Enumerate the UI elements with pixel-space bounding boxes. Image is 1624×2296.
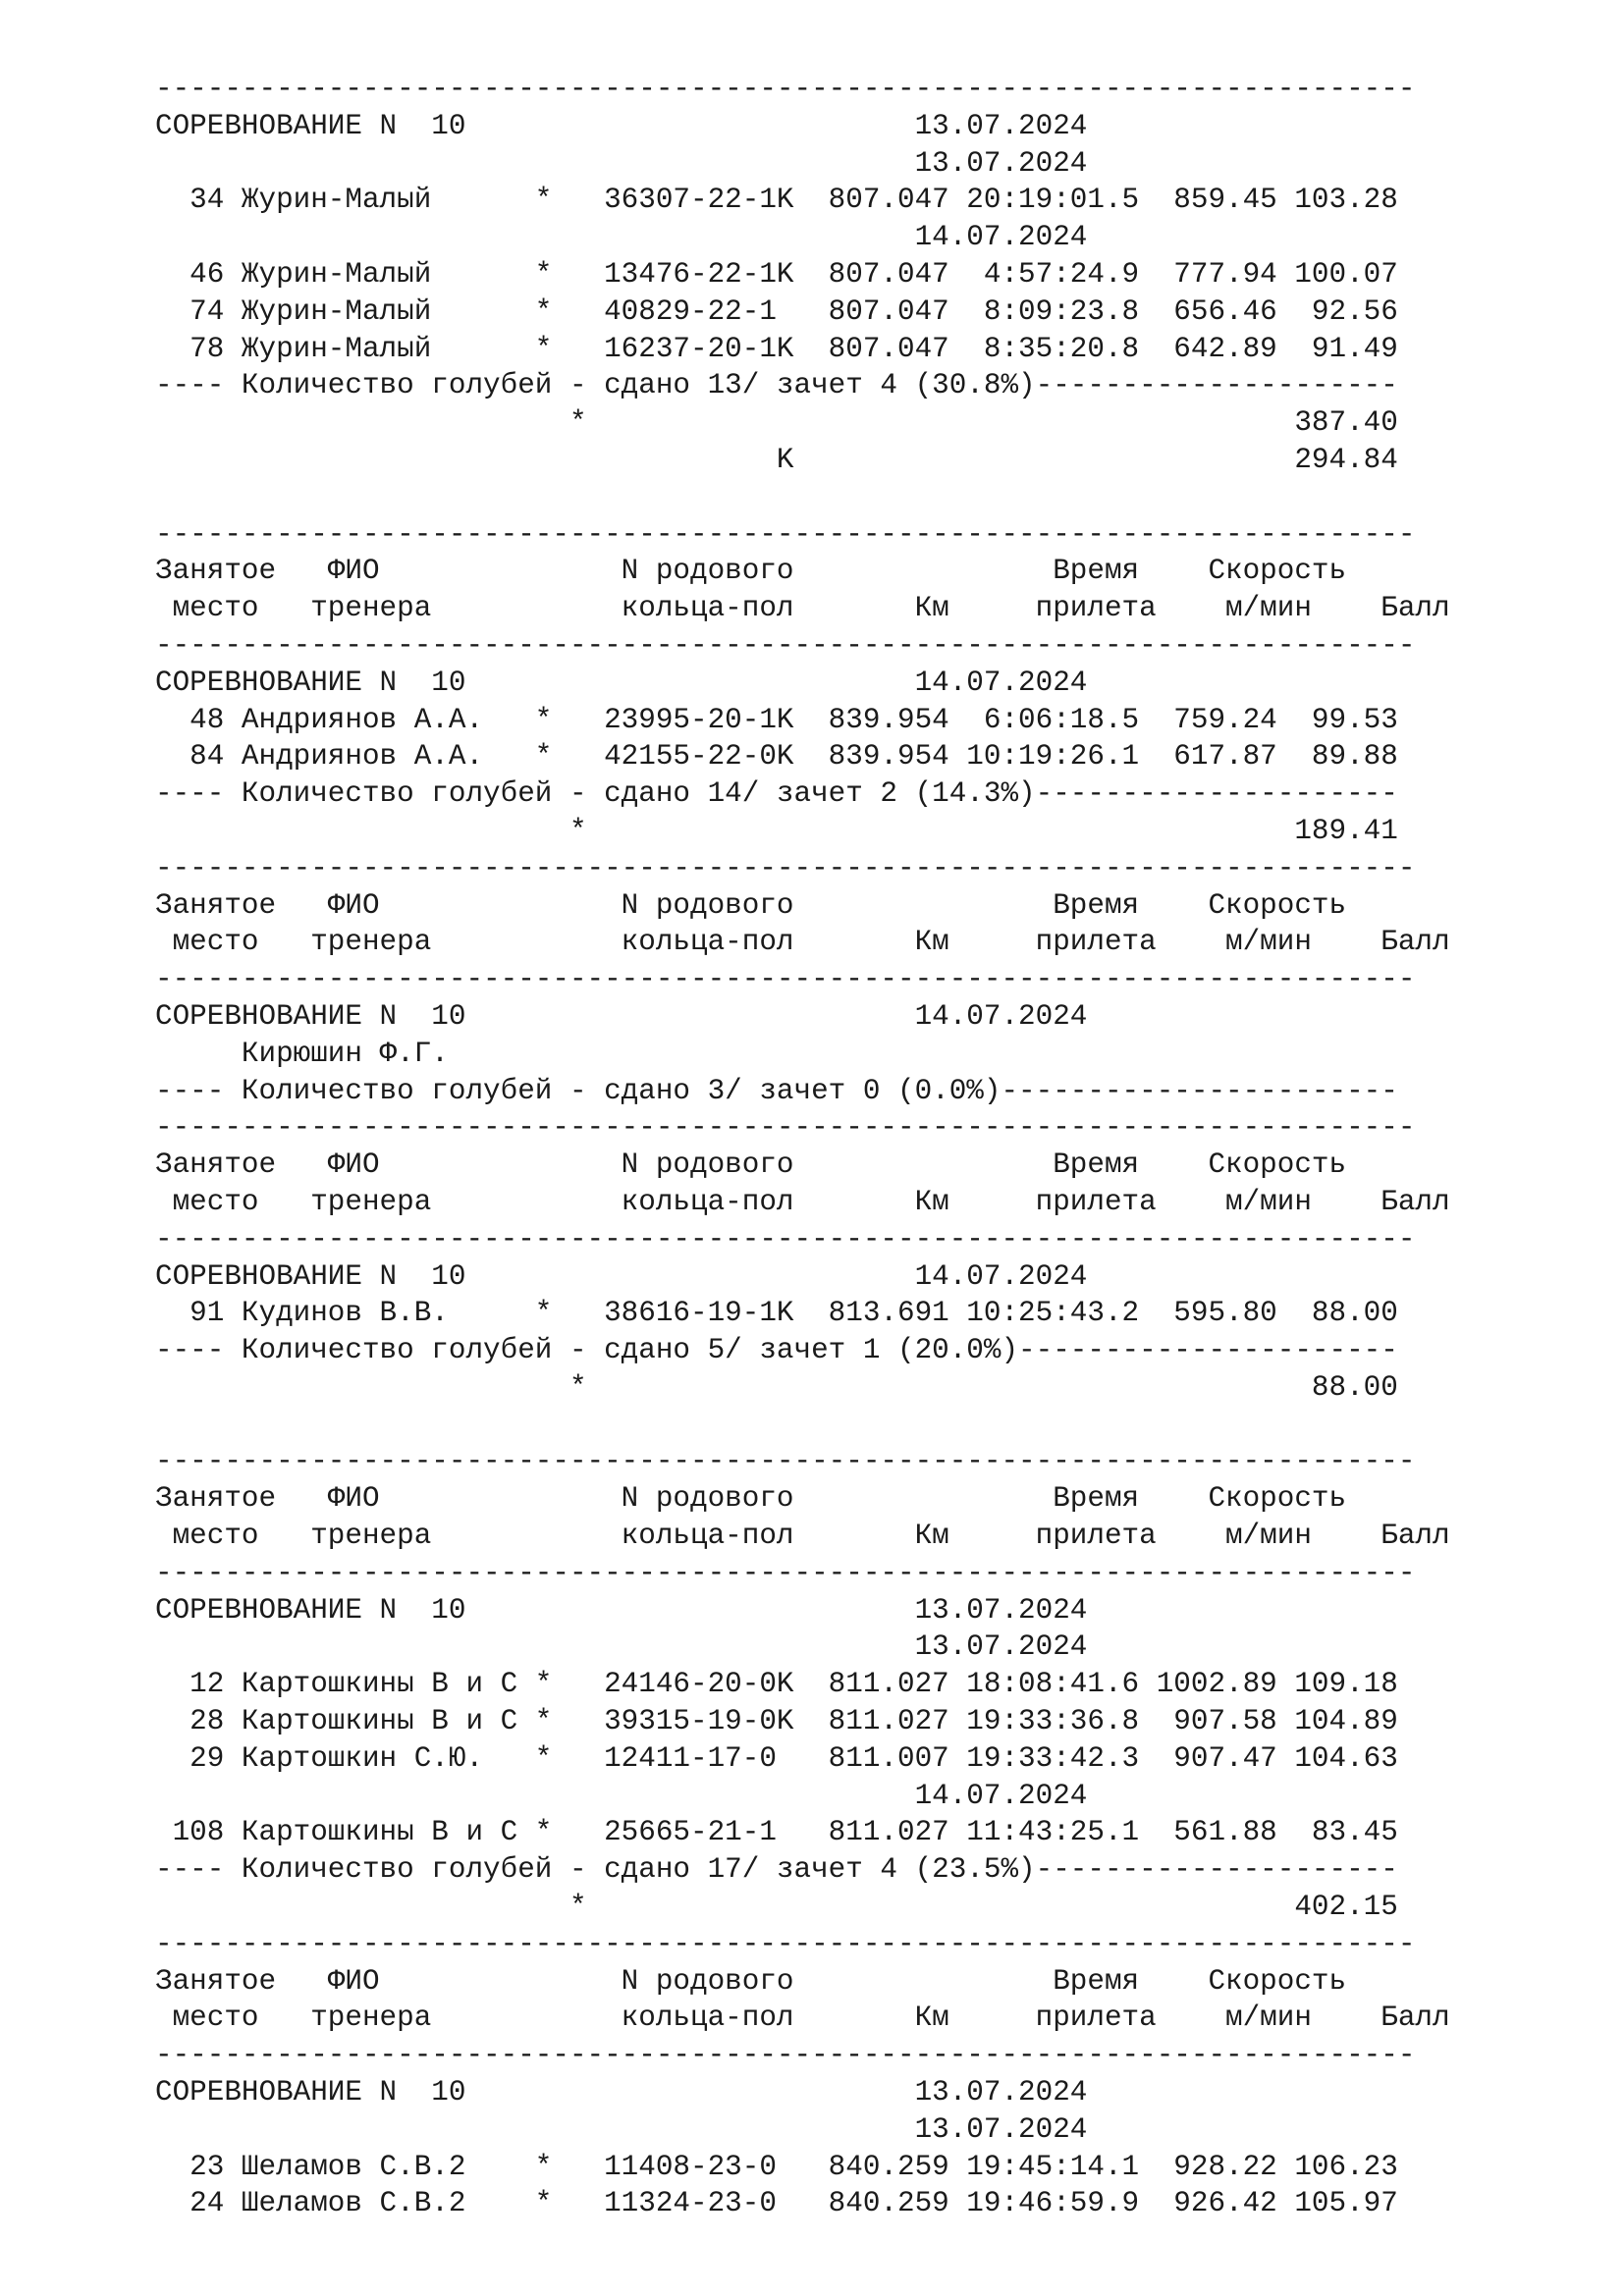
report-line: 84 Андриянов А.А. * 42155-22-0K 839.954 10:19:26.1 617.87 89.88 bbox=[155, 740, 1398, 774]
report-line: 12 Картошкины В и С * 24146-20-0K 811.027 18:08:41.6 1002.89 109.18 bbox=[155, 1668, 1398, 1701]
report-line: 29 Картошкин С.Ю. * 12411-17-0 811.007 19:33:42.3 907.47 104.63 bbox=[155, 1741, 1398, 1775]
report-line: 28 Картошкины В и С * 39315-19-0K 811.027 19:33:36.8 907.58 104.89 bbox=[155, 1705, 1398, 1738]
results-report bbox=[155, 71, 1579, 2222]
report-line: 24 Шеламов С.В.2 * 11324-23-0 840.259 19:46:59.9 926.42 105.97 bbox=[155, 2187, 1398, 2220]
report-line: 46 Журин-Малый * 13476-22-1K 807.047 4:57:24.9 777.94 100.07 bbox=[155, 257, 1398, 291]
report-line: СОРЕВНОВАНИЕ N 10 14.07.2024 bbox=[155, 1259, 1088, 1293]
report-line: 108 Картошкины В и С * 25665-21-1 811.027 11:43:25.1 561.88 83.45 bbox=[155, 1816, 1398, 1849]
report-line: ------------------------------------------------------------------------- bbox=[155, 517, 1416, 551]
report-line: СОРЕВНОВАНИЕ N 10 13.07.2024 bbox=[155, 109, 1088, 142]
report-line: место тренера кольца-пол Км прилета м/мин Балл bbox=[155, 1185, 1450, 1218]
report-line: ------------------------------------------------------------------------- bbox=[155, 963, 1416, 996]
report-line: СОРЕВНОВАНИЕ N 10 14.07.2024 bbox=[155, 666, 1088, 699]
report-line bbox=[155, 479, 1579, 516]
report-line: ---- Количество голубей - сдано 14/ зачет 2 (14.3%)--------------------- bbox=[155, 777, 1398, 811]
report-line: Кирюшин Ф.Г. bbox=[155, 1037, 449, 1070]
report-line: ------------------------------------------------------------------------- bbox=[155, 628, 1416, 662]
report-line: * 402.15 bbox=[155, 1891, 1398, 1924]
report-line: ------------------------------------------------------------------------- bbox=[155, 73, 1416, 105]
report-line: ------------------------------------------------------------------------- bbox=[155, 1222, 1416, 1255]
report-line: место тренера кольца-пол Км прилета м/мин Балл bbox=[155, 926, 1450, 959]
report-line: * 88.00 bbox=[155, 1370, 1398, 1404]
report-line: СОРЕВНОВАНИЕ N 10 14.07.2024 bbox=[155, 999, 1088, 1033]
report-line: Занятое ФИО N родового Время Скорость bbox=[155, 888, 1347, 922]
report-line: ---- Количество голубей - сдано 3/ зачет 0 (0.0%)----------------------- bbox=[155, 1074, 1398, 1107]
report-line: ------------------------------------------------------------------------- bbox=[155, 1556, 1416, 1589]
report-line: Занятое ФИО N родового Время Скорость bbox=[155, 1148, 1347, 1182]
report-line: ---- Количество голубей - сдано 13/ зачет 4 (30.8%)--------------------- bbox=[155, 369, 1398, 402]
report-line: 14.07.2024 bbox=[155, 1779, 1088, 1812]
report-line: * 387.40 bbox=[155, 406, 1398, 440]
report-line: место тренера кольца-пол Км прилета м/мин Балл bbox=[155, 592, 1450, 625]
report-line: 48 Андриянов А.А. * 23995-20-1K 839.954 6:06:18.5 759.24 99.53 bbox=[155, 703, 1398, 736]
report-line bbox=[155, 1407, 1579, 1444]
report-line: ------------------------------------------------------------------------- bbox=[155, 1445, 1416, 1478]
report-line: место тренера кольца-пол Км прилета м/мин Балл bbox=[155, 2002, 1450, 2035]
report-line: ------------------------------------------------------------------------- bbox=[155, 2039, 1416, 2072]
report-line: СОРЕВНОВАНИЕ N 10 13.07.2024 bbox=[155, 1593, 1088, 1627]
report-line: * 189.41 bbox=[155, 814, 1398, 847]
report-line: СОРЕВНОВАНИЕ N 10 13.07.2024 bbox=[155, 2076, 1088, 2109]
report-line: 14.07.2024 bbox=[155, 221, 1088, 254]
report-line: место тренера кольца-пол Км прилета м/мин Балл bbox=[155, 1520, 1450, 1553]
report-line: 34 Журин-Малый * 36307-22-1K 807.047 20:19:01.5 859.45 103.28 bbox=[155, 184, 1398, 217]
report-line: ------------------------------------------------------------------------- bbox=[155, 851, 1416, 884]
report-line: Занятое ФИО N родового Время Скорость bbox=[155, 1482, 1347, 1516]
report-line: 78 Журин-Малый * 16237-20-1K 807.047 8:35:20.8 642.89 91.49 bbox=[155, 332, 1398, 365]
report-line: 13.07.2024 bbox=[155, 1630, 1088, 1664]
report-line: 23 Шеламов С.В.2 * 11408-23-0 840.259 19:45:14.1 928.22 106.23 bbox=[155, 2150, 1398, 2183]
report-line: 74 Журин-Малый * 40829-22-1 807.047 8:09:23.8 656.46 92.56 bbox=[155, 294, 1398, 328]
report-line: 13.07.2024 bbox=[155, 2112, 1088, 2146]
report-line: K 294.84 bbox=[155, 443, 1398, 476]
report-line: ---- Количество голубей - сдано 17/ зачет 4 (23.5%)--------------------- bbox=[155, 1853, 1398, 1887]
report-line: 91 Кудинов В.В. * 38616-19-1K 813.691 10:25:43.2 595.80 88.00 bbox=[155, 1297, 1398, 1330]
report-line: Занятое ФИО N родового Время Скорость bbox=[155, 555, 1347, 588]
report-line: Занятое ФИО N родового Время Скорость bbox=[155, 1964, 1347, 1998]
report-line: ------------------------------------------------------------------------- bbox=[155, 1927, 1416, 1960]
report-line: ------------------------------------------------------------------------- bbox=[155, 1111, 1416, 1145]
report-line: ---- Количество голубей - сдано 5/ зачет 1 (20.0%)---------------------- bbox=[155, 1334, 1398, 1367]
report-line: 13.07.2024 bbox=[155, 146, 1088, 180]
